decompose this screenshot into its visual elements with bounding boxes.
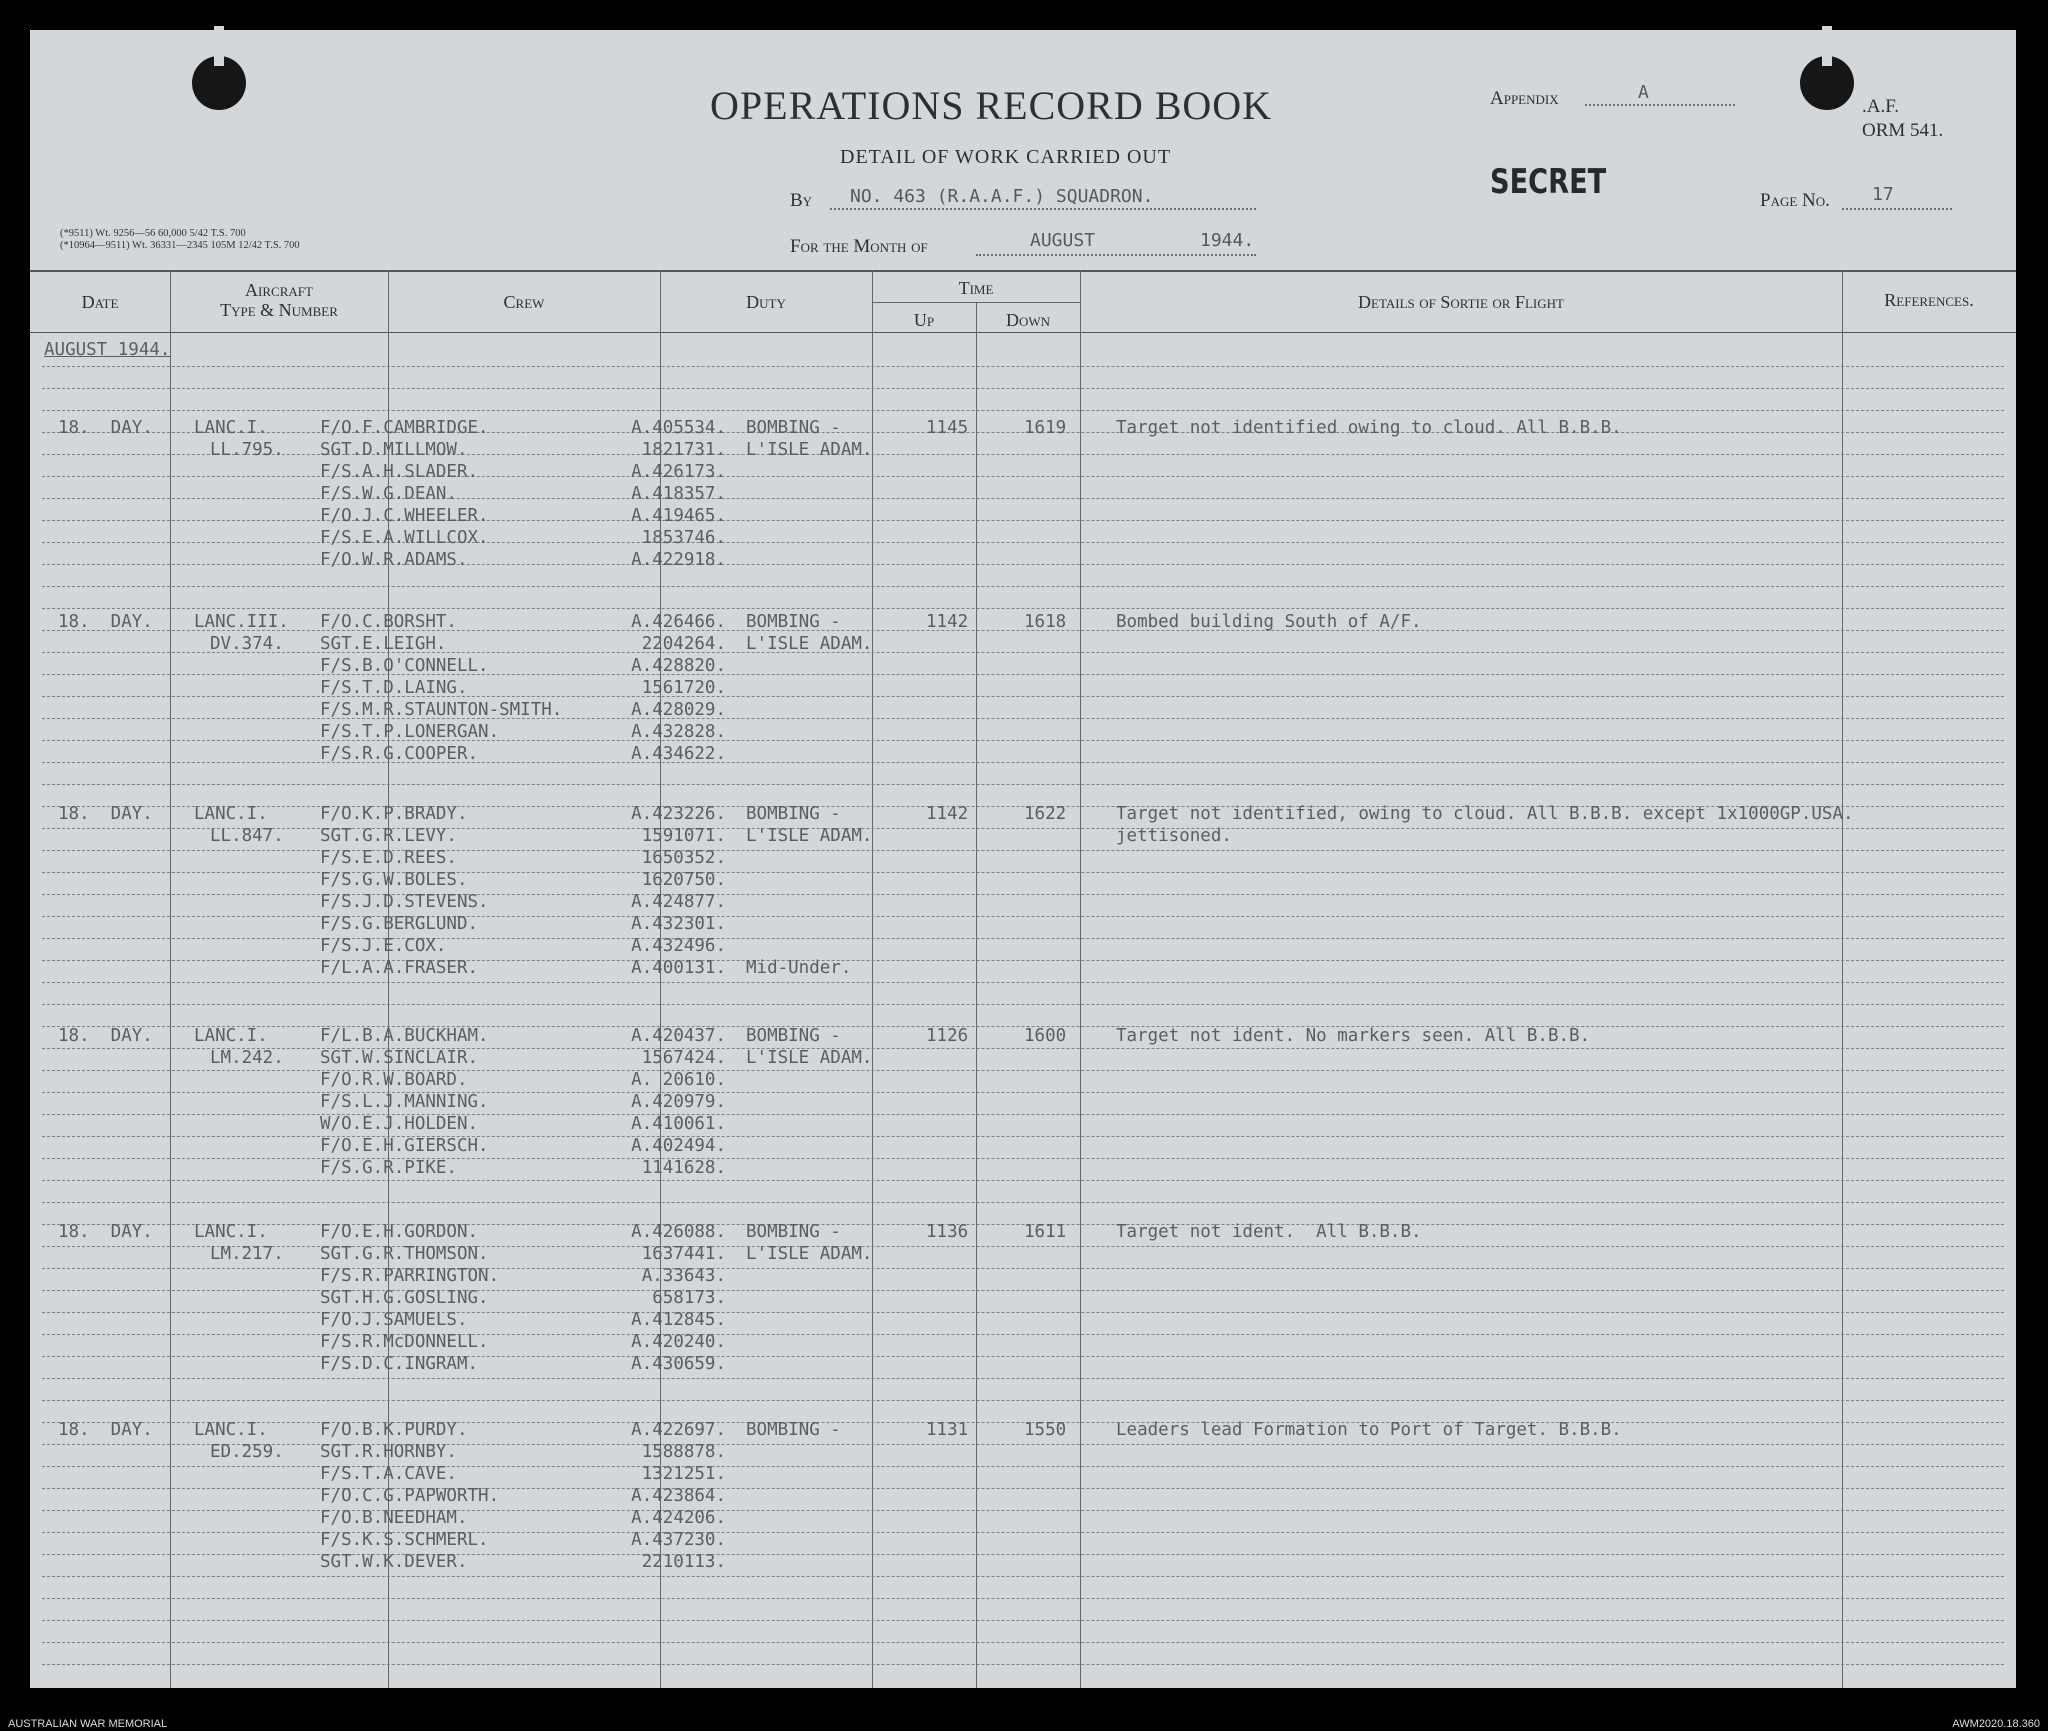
- crew-name: F/S.G.R.PIKE.: [320, 1158, 457, 1178]
- crew-service-number: A.426088.: [631, 1222, 726, 1242]
- crew-name: F/S.R.PARRINGTON.: [320, 1266, 500, 1286]
- crew-service-number: A.432828.: [631, 722, 726, 742]
- duty-line: L'ISLE ADAM.: [746, 1244, 873, 1264]
- crew-service-number: A.432301.: [631, 914, 726, 934]
- crew-service-number: 1321251.: [641, 1464, 726, 1484]
- col-date: Date: [81, 292, 119, 312]
- binder-hole-right: [1800, 56, 1854, 110]
- duty-line: L'ISLE ADAM.: [746, 440, 873, 460]
- crew-service-number: 658173.: [652, 1288, 726, 1308]
- crew-name: SGT.W.SINCLAIR.: [320, 1048, 479, 1068]
- time-down: 1619: [1024, 418, 1067, 438]
- aircraft-number: LM.217.: [210, 1244, 284, 1264]
- crew-service-number: A.423226.: [631, 804, 726, 824]
- col-down: Down: [1005, 310, 1051, 330]
- crew-service-number: 1821731.: [641, 440, 726, 460]
- crew-service-number: 1588878.: [641, 1442, 726, 1462]
- duty-line: L'ISLE ADAM.: [746, 826, 873, 846]
- crew-name: F/O.B.K.PURDY.: [320, 1420, 468, 1440]
- footer-source: AUSTRALIAN WAR MEMORIAL: [8, 1718, 168, 1730]
- crew-name: F/S.W.G.DEAN.: [320, 484, 457, 504]
- time-up: 1131: [926, 1420, 969, 1440]
- crew-service-number: 2204264.: [641, 634, 726, 654]
- aircraft-type: LANC.I.: [194, 1420, 268, 1440]
- crew-service-number: A.424206.: [631, 1508, 726, 1528]
- crew-service-number: A. 20610.: [631, 1070, 726, 1090]
- col-duty: Duty: [746, 292, 786, 312]
- crew-name: SGT.W.K.DEVER.: [320, 1552, 468, 1572]
- crew-service-number: A.400131.: [631, 958, 726, 978]
- crew-name: F/O.F.CAMBRIDGE.: [320, 418, 489, 438]
- crew-service-number: A.422918.: [631, 550, 726, 570]
- crew-service-number: 1141628.: [641, 1158, 726, 1178]
- crew-name: F/O.C.BORSHT.: [320, 612, 457, 632]
- crew-service-number: A.420240.: [631, 1332, 726, 1352]
- crew-service-number: A.418357.: [631, 484, 726, 504]
- crew-name: F/S.T.A.CAVE.: [320, 1464, 457, 1484]
- duty-line: Mid-Under.: [746, 958, 852, 978]
- crew-name: F/S.E.D.REES.: [320, 848, 457, 868]
- crew-name: SGT.E.LEIGH.: [320, 634, 447, 654]
- aircraft-number: LL.847.: [210, 826, 284, 846]
- crew-service-number: A.428029.: [631, 700, 726, 720]
- sortie-details: jettisoned.: [1116, 826, 1232, 846]
- record-sheet: [30, 30, 2016, 1688]
- duty-line: BOMBING -: [746, 1026, 841, 1046]
- crew-service-number: A.432496.: [631, 936, 726, 956]
- duty-line: BOMBING -: [746, 612, 841, 632]
- form-line2: ORM 541.: [1862, 120, 1944, 141]
- sortie-details: Target not identified owing to cloud. All B.B.B.: [1116, 418, 1622, 438]
- aircraft-type: LANC.I.: [194, 1026, 268, 1046]
- aircraft-number: DV.374.: [210, 634, 284, 654]
- entry-date: 18. DAY.: [58, 804, 153, 824]
- crew-name: F/S.J.D.STEVENS.: [320, 892, 489, 912]
- secret-stamp: SECRET: [1490, 162, 1607, 202]
- crew-service-number: A.434622.: [631, 744, 726, 764]
- time-down: 1622: [1024, 804, 1067, 824]
- crew-service-number: A.426466.: [631, 612, 726, 632]
- crew-name: F/O.J.C.WHEELER.: [320, 506, 489, 526]
- col-crew: Crew: [503, 292, 545, 312]
- crew-name: SGT.D.MILLMOW.: [320, 440, 468, 460]
- col-up: Up: [913, 310, 935, 330]
- crew-name: SGT.H.G.GOSLING.: [320, 1288, 489, 1308]
- crew-name: F/S.R.McDONNELL.: [320, 1332, 489, 1352]
- aircraft-type: LANC.III.: [194, 612, 289, 632]
- crew-service-number: A.428820.: [631, 656, 726, 676]
- crew-name: F/O.J.SAMUELS.: [320, 1310, 468, 1330]
- time-up: 1142: [926, 804, 969, 824]
- entry-date: 18. DAY.: [58, 612, 153, 632]
- crew-name: F/S.J.E.COX.: [320, 936, 447, 956]
- crew-service-number: A.419465.: [631, 506, 726, 526]
- crew-name: F/S.G.W.BOLES.: [320, 870, 468, 890]
- sortie-details: Target not ident. All B.B.B.: [1116, 1222, 1422, 1242]
- crew-service-number: 1567424.: [641, 1048, 726, 1068]
- crew-name: F/S.E.A.WILLCOX.: [320, 528, 489, 548]
- form-line1: .A.F.: [1862, 96, 1900, 117]
- col-details: Details of Sortie or Flight: [1358, 292, 1564, 312]
- crew-name: F/S.G.BERGLUND.: [320, 914, 479, 934]
- duty-line: L'ISLE ADAM.: [746, 634, 873, 654]
- entry-date: 18. DAY.: [58, 1420, 153, 1440]
- duty-line: BOMBING -: [746, 1420, 841, 1440]
- crew-name: F/O.E.H.GIERSCH.: [320, 1136, 489, 1156]
- crew-service-number: 1853746.: [641, 528, 726, 548]
- crew-name: F/S.A.H.SLADER.: [320, 462, 479, 482]
- crew-service-number: 1650352.: [641, 848, 726, 868]
- crew-service-number: A.410061.: [631, 1114, 726, 1134]
- sortie-details: Bombed building South of A/F.: [1116, 612, 1422, 632]
- binder-hole-left: [192, 56, 246, 110]
- crew-service-number: A.423864.: [631, 1486, 726, 1506]
- crew-service-number: A.420437.: [631, 1026, 726, 1046]
- crew-service-number: A.437230.: [631, 1530, 726, 1550]
- sortie-details: Target not identified, owing to cloud. All B.B.B. except 1x1000GP.USA.: [1116, 804, 1854, 824]
- crew-name: SGT.G.R.THOMSON.: [320, 1244, 489, 1264]
- entry-date: 18. DAY.: [58, 1222, 153, 1242]
- page-subtitle: DETAIL OF WORK CARRIED OUT: [840, 146, 1172, 168]
- crew-name: F/S.T.P.LONERGAN.: [320, 722, 500, 742]
- duty-line: L'ISLE ADAM.: [746, 1048, 873, 1068]
- crew-service-number: A.430659.: [631, 1354, 726, 1374]
- crew-name: SGT.G.R.LEVY.: [320, 826, 457, 846]
- crew-name: F/O.E.H.GORDON.: [320, 1222, 479, 1242]
- time-up: 1142: [926, 612, 969, 632]
- crew-name: SGT.R.HORNBY.: [320, 1442, 457, 1462]
- crew-service-number: A.402494.: [631, 1136, 726, 1156]
- year-value: 1944.: [1200, 230, 1255, 251]
- footer-accession: AWM2020.18.360: [1952, 1718, 2040, 1730]
- squadron-value: NO. 463 (R.A.A.F.) SQUADRON.: [850, 186, 1154, 207]
- duty-line: BOMBING -: [746, 1222, 841, 1242]
- crew-service-number: 1591071.: [641, 826, 726, 846]
- period-heading: AUGUST 1944.: [44, 340, 171, 360]
- crew-name: F/S.K.S.SCHMERL.: [320, 1530, 489, 1550]
- appendix-label: Appendix: [1490, 88, 1559, 109]
- crew-service-number: 1620750.: [641, 870, 726, 890]
- crew-service-number: A.33643.: [641, 1266, 726, 1286]
- crew-service-number: A.422697.: [631, 1420, 726, 1440]
- crew-name: F/O.W.R.ADAMS.: [320, 550, 468, 570]
- month-label: For the Month of: [790, 236, 928, 257]
- time-down: 1600: [1024, 1026, 1067, 1046]
- entry-date: 18. DAY.: [58, 418, 153, 438]
- time-up: 1145: [926, 418, 969, 438]
- crew-name: F/S.T.D.LAING.: [320, 678, 468, 698]
- aircraft-type: LANC.I.: [194, 418, 268, 438]
- crew-service-number: A.426173.: [631, 462, 726, 482]
- aircraft-type: LANC.I.: [194, 1222, 268, 1242]
- time-down: 1611: [1024, 1222, 1067, 1242]
- crew-service-number: 2210113.: [641, 1552, 726, 1572]
- aircraft-number: LL.795.: [210, 440, 284, 460]
- col-time: Time: [958, 278, 994, 298]
- page-no-label: Page No.: [1760, 190, 1830, 211]
- time-down: 1618: [1024, 612, 1067, 632]
- crew-name: F/O.B.NEEDHAM.: [320, 1508, 468, 1528]
- aircraft-number: ED.259.: [210, 1442, 284, 1462]
- time-up: 1136: [926, 1222, 969, 1242]
- crew-name: F/L.B.A.BUCKHAM.: [320, 1026, 489, 1046]
- sortie-details: Leaders lead Formation to Port of Target. B.B.B.: [1116, 1420, 1622, 1440]
- crew-name: F/S.B.O'CONNELL.: [320, 656, 489, 676]
- crew-name: F/S.R.G.COOPER.: [320, 744, 479, 764]
- crew-name: W/O.E.J.HOLDEN.: [320, 1114, 479, 1134]
- crew-service-number: A.420979.: [631, 1092, 726, 1112]
- crew-name: F/S.L.J.MANNING.: [320, 1092, 489, 1112]
- page-title: OPERATIONS RECORD BOOK: [710, 83, 1273, 128]
- crew-name: F/O.K.P.BRADY.: [320, 804, 468, 824]
- duty-line: BOMBING -: [746, 418, 841, 438]
- print-reference: (*9511) Wt. 9256—56 60,000 5/42 T.S. 700 (*10964—9511) Wt. 36331—2345 105M 12/42 T.S. 700: [60, 228, 300, 251]
- crew-name: F/S.D.C.INGRAM.: [320, 1354, 479, 1374]
- crew-name: F/O.R.W.BOARD.: [320, 1070, 468, 1090]
- aircraft-number: LM.242.: [210, 1048, 284, 1068]
- crew-service-number: A.424877.: [631, 892, 726, 912]
- duty-line: BOMBING -: [746, 804, 841, 824]
- col-references: References.: [1884, 290, 1974, 310]
- by-label: By: [790, 190, 813, 211]
- time-down: 1550: [1024, 1420, 1067, 1440]
- crew-name: F/S.M.R.STAUNTON-SMITH.: [320, 700, 563, 720]
- crew-service-number: 1561720.: [641, 678, 726, 698]
- time-up: 1126: [926, 1026, 969, 1046]
- crew-service-number: 1637441.: [641, 1244, 726, 1264]
- month-value: AUGUST: [1030, 230, 1096, 251]
- crew-name: F/L.A.A.FRASER.: [320, 958, 479, 978]
- entry-date: 18. DAY.: [58, 1026, 153, 1046]
- crew-name: F/O.C.G.PAPWORTH.: [320, 1486, 500, 1506]
- page-no-value: 17: [1872, 184, 1894, 205]
- crew-service-number: A.412845.: [631, 1310, 726, 1330]
- crew-service-number: A.405534.: [631, 418, 726, 438]
- col-aircraft: Aircraft Type & Number: [220, 280, 338, 320]
- appendix-value: A: [1638, 82, 1649, 103]
- sortie-details: Target not ident. No markers seen. All B.B.B.: [1116, 1026, 1591, 1046]
- aircraft-type: LANC.I.: [194, 804, 268, 824]
